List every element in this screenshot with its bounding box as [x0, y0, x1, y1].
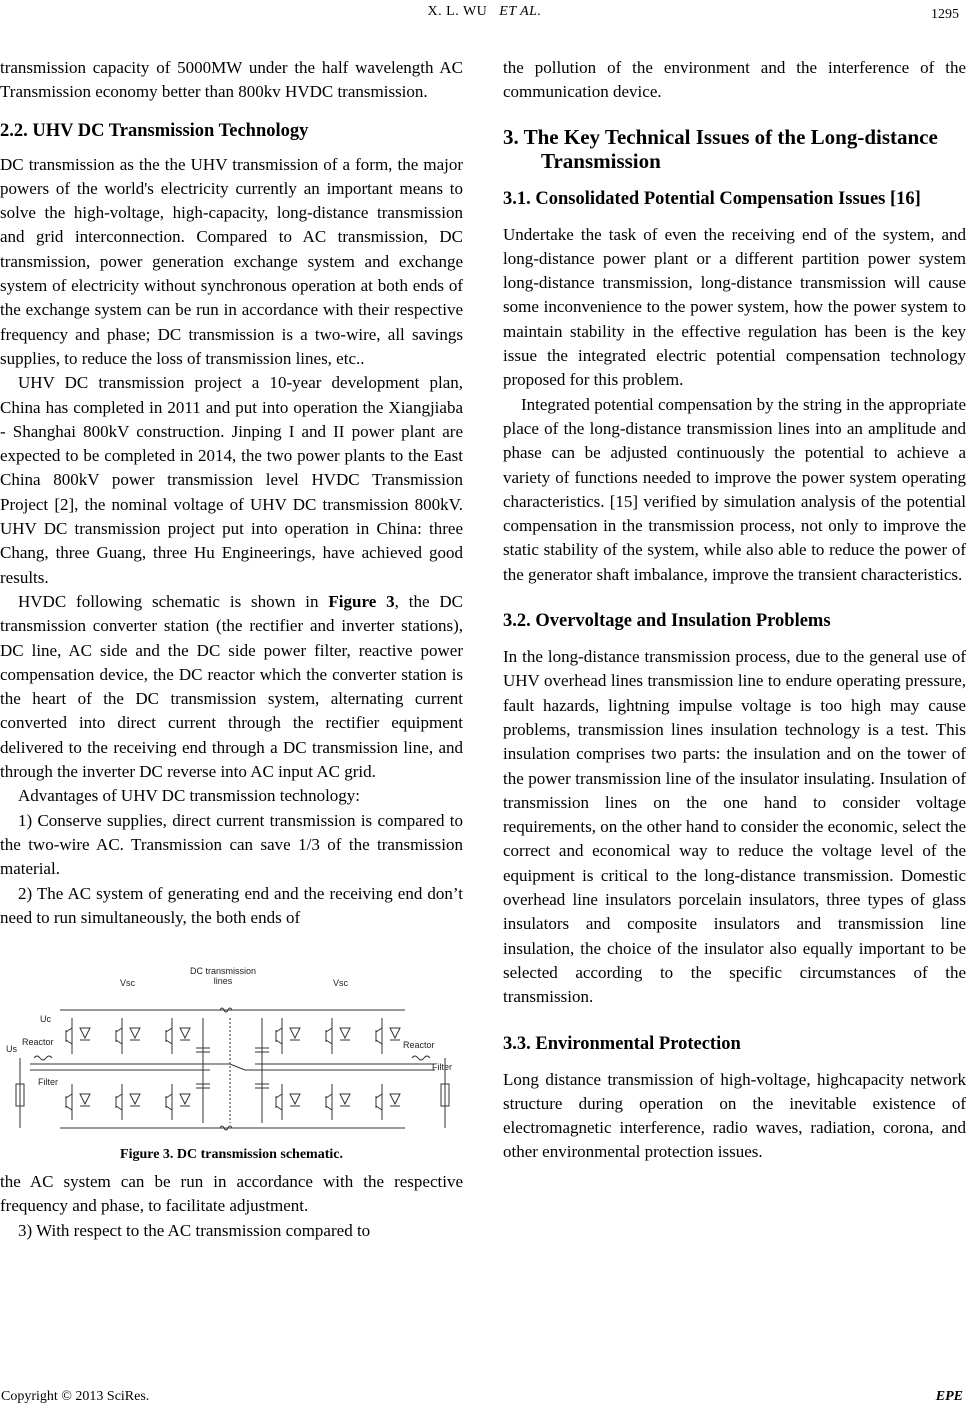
section-heading-3-2: 3.2. Overvoltage and Insulation Problems: [503, 611, 831, 632]
journal-abbreviation: EPE: [935, 1389, 963, 1404]
label-vsc-left: Vsc: [120, 978, 136, 989]
copyright-notice: Copyright © 2013 SciRes.: [1, 1389, 150, 1404]
section-heading-3-1: 3.1. Consolidated Potential Compensation Issues [16]: [503, 188, 921, 209]
running-head: [0, 4, 969, 20]
paragraph: In the long-distance transmission process, due to the general use of UHV overhead lines transmission line to endure operating pressure, fault hazards, lightning impulse voltage is too high may cause problems, transmission lines insulation technology is a test. This insulation comprises two parts: the insulation and on the tower of the power transmission line of the insulator insulating. Insulation of transmission lines on the one hand to consider voltage requirements, on the other hand to consider the economic, select the correct and economical way to reduce the voltage level of the equipment is critical to the long-distance transmission. Domestic overhead line insulators porcelain insulators, three types of glass insulators and composite insulators and transmission line insulation, the choice of the insulator also equally important to be selected according to the specific circumstances of the transmission.: [503, 647, 966, 1007]
paragraph: UHV DC transmission project a 10-year development plan, China has completed in 2011 and put into operation the Xiangjiaba - Shanghai 800kV construction. Jinping I and II power plant are expected to be completed in 2014, the two power plants to the East China 800kV power transmission level HVDC Transmission Project [2], the nominal voltage of UHV DC transmission 800kV. UHV DC transmission project put into operation in China: three Chang, three Guang, three Hu Engineerings, have achieved good results.: [0, 373, 463, 587]
paragraph: Undertake the task of even the receiving end of the system, and long-distance power plant or a different partition power system long-distance transmission, long-distance transmission will cause some inconvenience to the power system, how the power system to maintain stability in the effective regulation has been is the key issue the integrated electric potential compensation technology proposed for this problem.: [503, 224, 966, 390]
left-column: [0, 56, 463, 1243]
page-header: [0, 4, 969, 26]
label-us: Us: [6, 1044, 17, 1055]
paragraph: the pollution of the environment and the interference of the communication device.: [503, 58, 966, 102]
label-vsc-right: Vsc: [333, 978, 349, 989]
paragraph: Advantages of UHV DC transmission technology:: [18, 786, 361, 806]
figure-3: [0, 958, 463, 1170]
figure-reference: Figure 3: [328, 591, 395, 611]
figure-caption: Figure 3. DC transmission schematic.: [120, 1147, 343, 1163]
et-al: ET AL.: [499, 4, 542, 19]
label-filter-right: Filter: [432, 1062, 452, 1073]
label-uc: Uc: [40, 1014, 51, 1025]
author-name: X. L. WU: [427, 4, 488, 19]
paragraph: [0, 590, 463, 784]
paragraph: 3) With respect to the AC transmission compared to: [18, 1220, 371, 1240]
right-column: [503, 56, 966, 1165]
label-filter-left: Filter: [38, 1077, 58, 1088]
paragraph: DC transmission as the the UHV transmission of a form, the major powers of the world's electricity currently an important means to solve the high-voltage, high-capacity, long-distance transmission and grid interconnection. Compared to AC transmission, DC transmission, power generation exchange system and exchange system of electricity without synchronous operation at both ends of the exchange system can be run in accordance with their respective frequency and phase; DC transmission is a two-wire, all savings supplies, to reduce the loss of transmission lines, etc..: [0, 154, 463, 368]
label-reactor-left: Reactor: [22, 1037, 54, 1048]
paragraph: 1) Conserve supplies, direct current transmission is compared to the two-wire AC. Transmission can save 1/3 of the transmission material.: [0, 810, 463, 879]
paragraph: the AC system can be run in accordance with the respective frequency and phase, to facilitate adjustment.: [0, 1172, 463, 1216]
paragraph-text: , the DC transmission converter station (the rectifier and inverter stations), DC line, AC side and the DC side power filter, reactive power compensation device, the DC reactor which the converter station is the heart of the DC transmission system, alternating current converted into direct current through the rectifier equipment delivered to the receiving end through a DC transmission line, and through the inverter DC reverse into AC input AC grid.: [0, 591, 463, 782]
label-reactor-right: Reactor: [403, 1040, 435, 1051]
paragraph-text: HVDC following schematic is shown in: [18, 591, 329, 611]
section-heading-2-2: 2.2. UHV DC Transmission Technology: [0, 120, 309, 141]
paragraph: Long distance transmission of high-voltage, highcapacity network structure during operation on the inevitable existence of electromagnetic interference, radio waves, radiation, corona, and other environmental protection issues.: [503, 1069, 966, 1162]
label-dc-transmission-lines: DC transmission lines: [190, 966, 257, 987]
section-heading-3: 3. The Key Technical Issues of the Long-distance Transmission: [503, 124, 938, 173]
paragraph: Integrated potential compensation by the string in the appropriate place of the long-distance transmission lines into an amplitude and phase can be adjusted continuously the potential to achieve a variety of functions needed to improve the power system operating characteristics. [15] verified by simulation analysis of the potential compensation in the transmission process, not only to improve the static stability of the system, while also able to reduce the power of the generator shaft imbalance, improve the transient characteristics.: [503, 394, 966, 584]
paragraph: transmission capacity of 5000MW under the half wavelength AC Transmission economy better than 800kv HVDC transmission.: [0, 58, 463, 102]
paragraph: 2) The AC system of generating end and the receiving end don’t need to run simultaneously, the both ends of: [0, 883, 463, 927]
section-heading-3-3: 3.3. Environmental Protection: [503, 1033, 741, 1054]
page-number: 1295: [931, 7, 959, 22]
page-footer: [0, 1389, 969, 1407]
